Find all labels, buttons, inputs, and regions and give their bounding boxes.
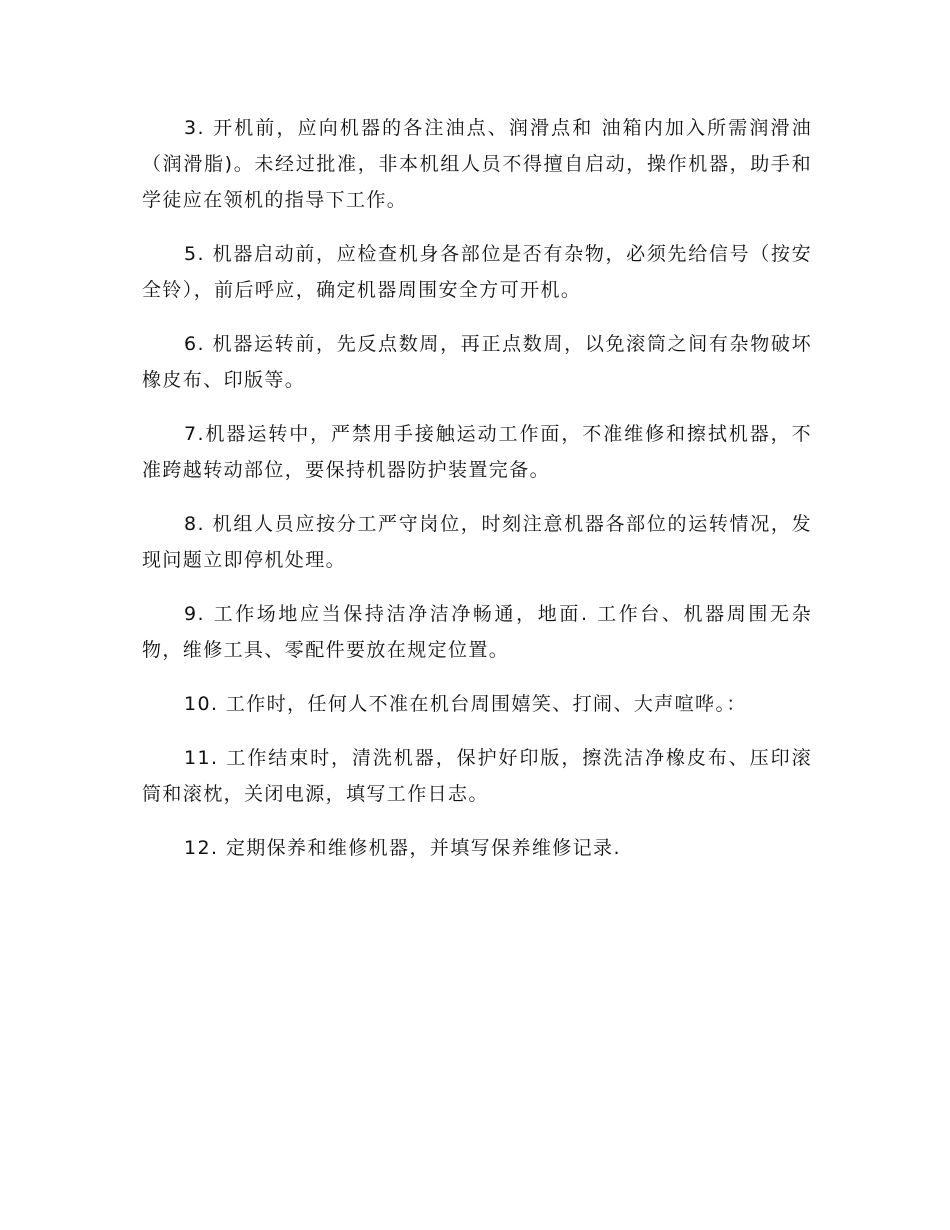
paragraph-item-3: 3. 开机前，应向机器的各注油点、润滑点和 油箱内加入所需润滑油（润滑脂)。未经过批准，非本机组人员不得擅自启动，操作机器，助手和学徒应在领机的指导下工作。 <box>142 117 812 211</box>
paragraph-item-11: 11. 工作结束时，清洗机器，保护好印版，擦洗洁净橡皮布、压印滚筒和滚枕，关闭电源，填写工作日志。 <box>142 747 812 805</box>
paragraph-item-5: 5. 机器启动前，应检查机身各部位是否有杂物，必须先给信号（按安全铃），前后呼应，确定机器周围安全方可开机。 <box>142 243 812 301</box>
paragraph-item-6: 6. 机器运转前，先反点数周，再正点数周，以免滚筒之间有杂物破坏橡皮布、印版等。 <box>142 333 812 391</box>
paragraph-item-7: 7.机器运转中，严禁用手接触运动工作面，不准维修和擦拭机器，不准跨越转动部位，要保持机器防护装置完备。 <box>142 423 812 481</box>
paragraph-item-12: 12. 定期保养和维修机器，并填写保养维修记录. <box>184 837 621 859</box>
paragraph-item-10: 10. 工作时，任何人不准在机台周围嬉笑、打闹、大声喧哗。： <box>184 693 747 715</box>
paragraph-item-9: 9. 工作场地应当保持洁净洁净畅通，地面. 工作台、机器周围无杂物，维修工具、零配件要放在规定位置。 <box>142 603 812 661</box>
paragraph-item-8: 8. 机组人员应按分工严守岗位，时刻注意机器各部位的运转情况，发现问题立即停机处理。 <box>142 513 812 571</box>
document-body <box>142 110 812 884</box>
